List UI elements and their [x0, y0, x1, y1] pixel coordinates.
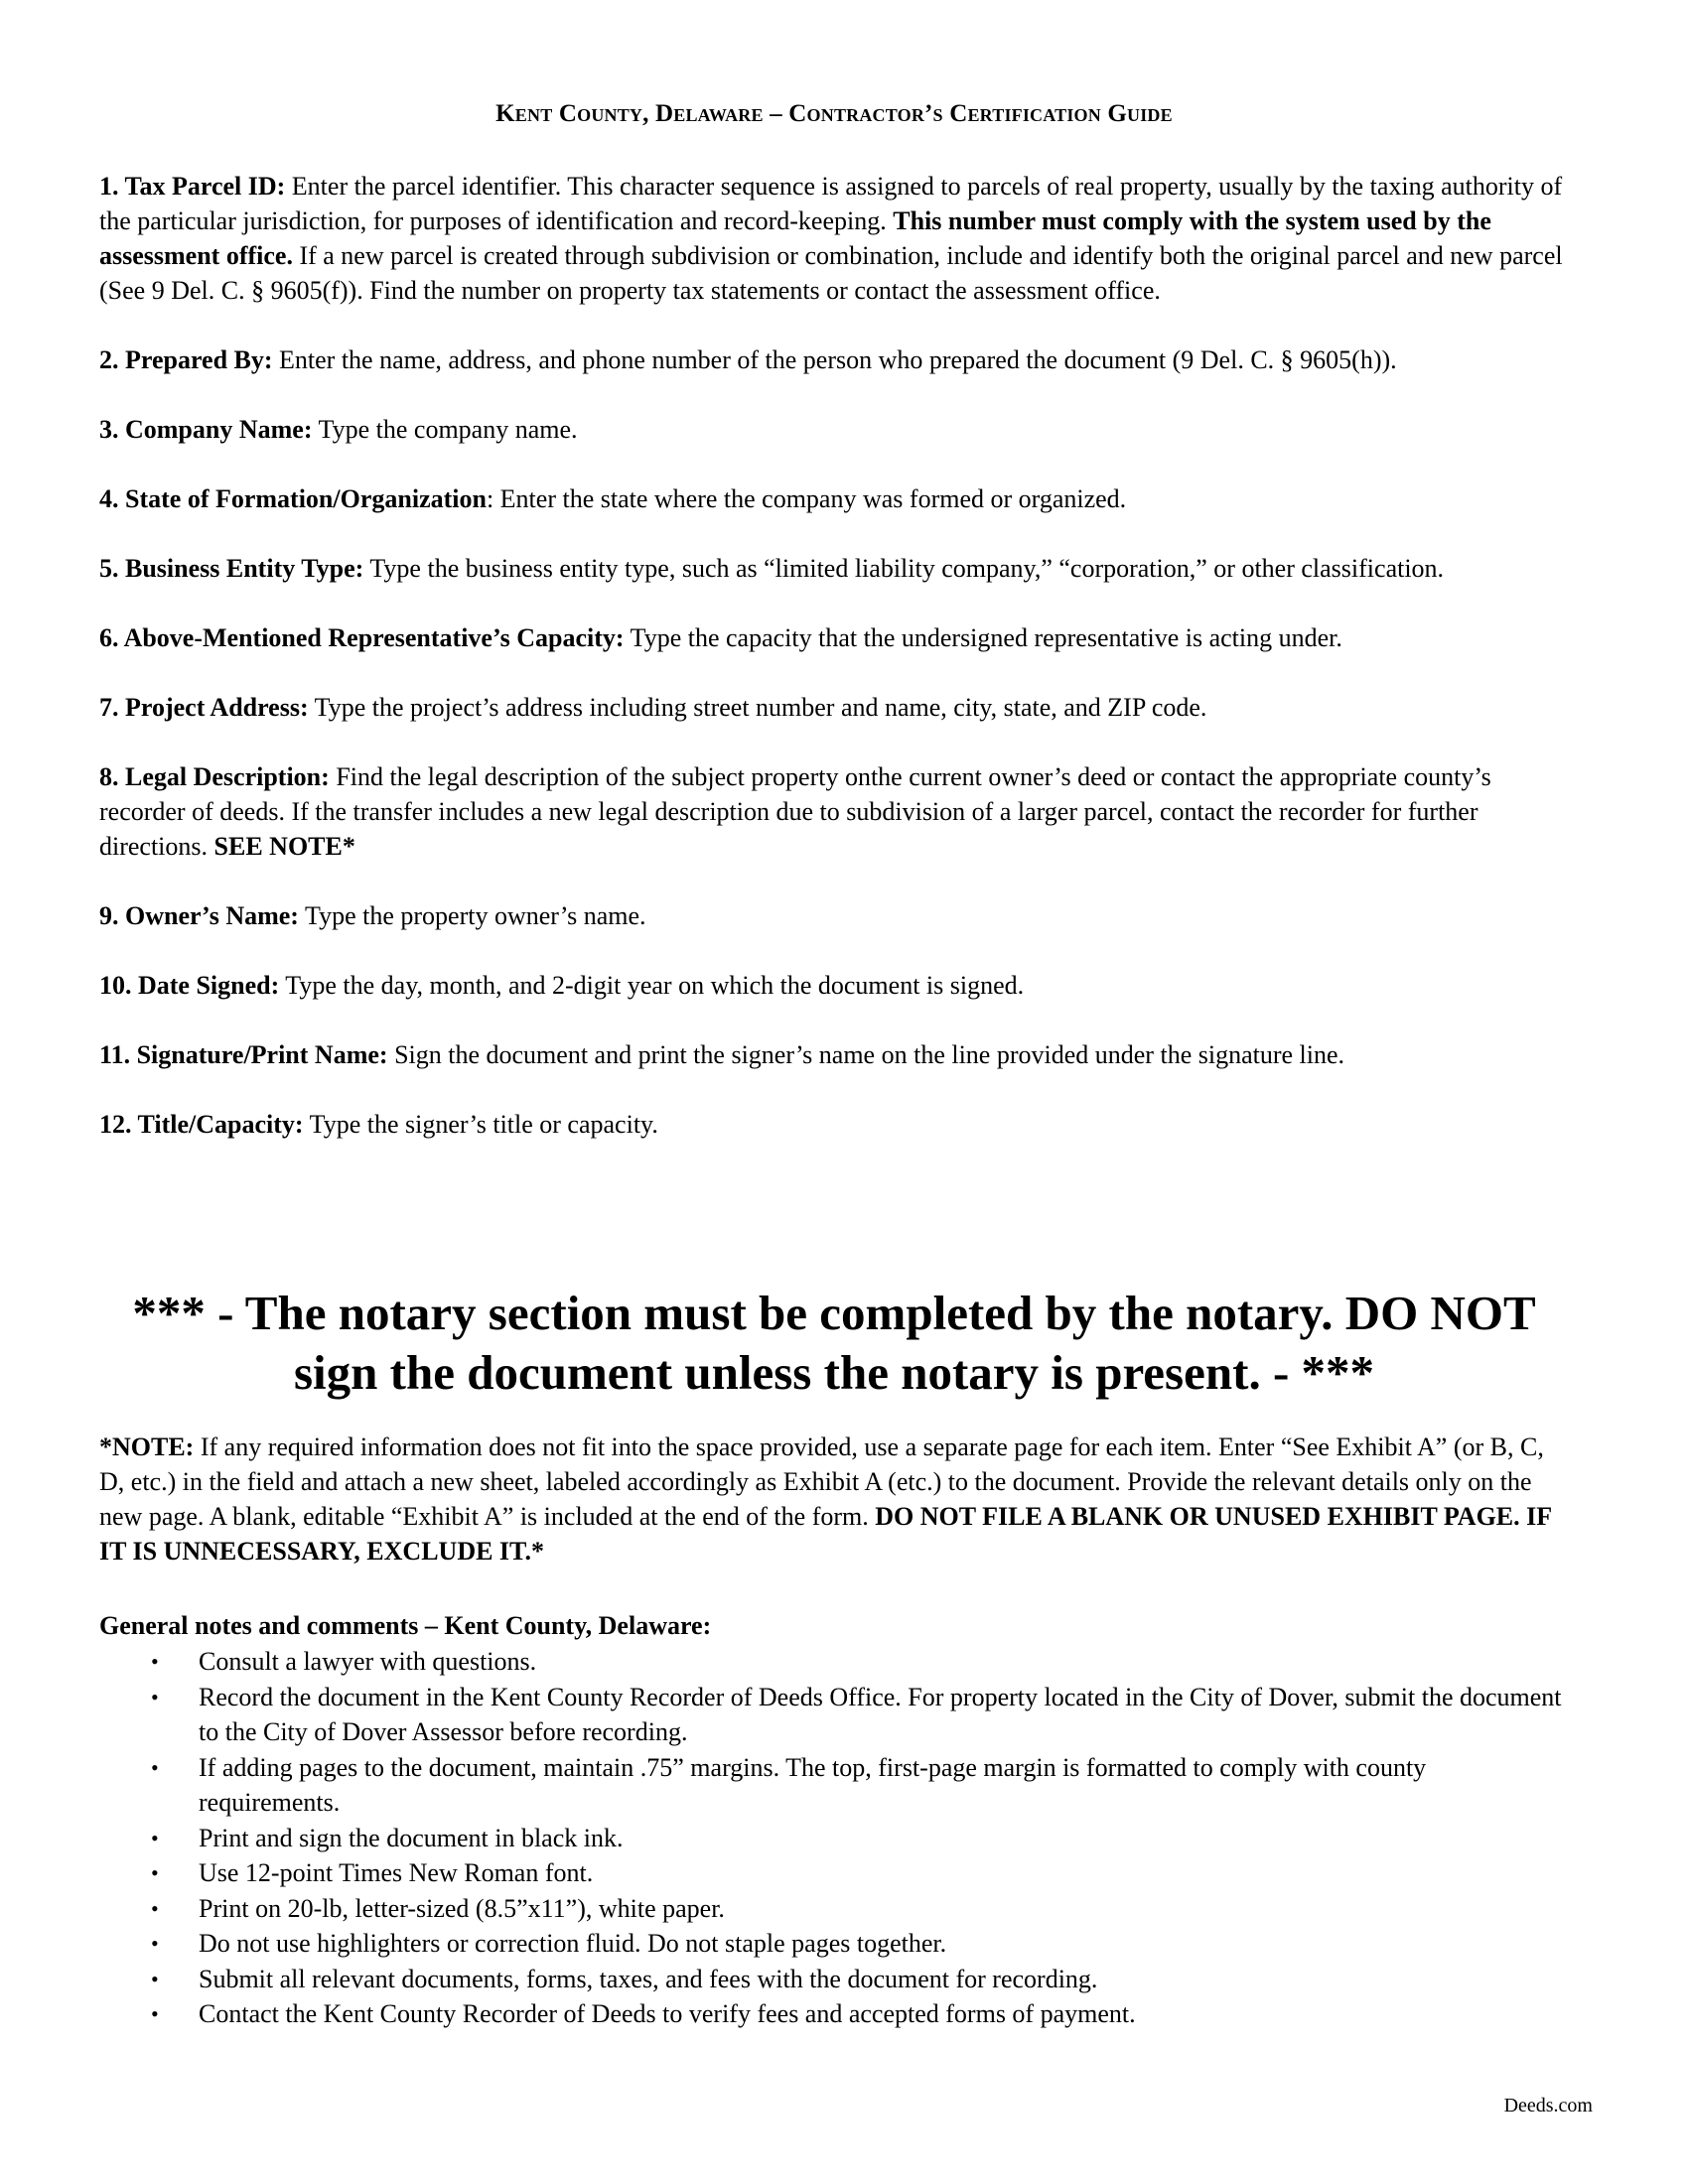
item-text: Type the day, month, and 2-digit year on which the document is signed. — [279, 971, 1025, 1000]
bullet-icon: • — [151, 1860, 159, 1885]
item-bold-text: SEE NOTE* — [213, 832, 355, 861]
item-label: 2. Prepared By: — [99, 345, 273, 374]
item-text: Type the property owner’s name. — [298, 901, 646, 930]
list-item-text: Consult a lawyer with questions. — [199, 1647, 537, 1676]
item-label: 1. Tax Parcel ID: — [99, 172, 286, 201]
general-notes-list — [99, 1644, 1569, 2032]
note-label: *NOTE: — [99, 1433, 195, 1461]
item-bold-text: This number must comply with the system used by the assessment office. — [99, 206, 1491, 270]
item-label: 10. Date Signed: — [99, 971, 280, 1000]
list-item — [99, 1821, 1569, 1856]
list-item — [99, 1996, 1569, 2032]
list-item — [99, 1962, 1569, 1997]
list-item-text: Do not use highlighters or correction fluid. Do not staple pages together. — [199, 1929, 947, 1958]
list-item-text: Record the document in the Kent County Recorder of Deeds Office. For property located in the City of Dover, submit the document to the City of Dover Assessor before recording. — [199, 1682, 1562, 1746]
notary-warning — [99, 1284, 1569, 1403]
item-label: 5. Business Entity Type: — [99, 554, 364, 583]
bullet-icon: • — [151, 1895, 159, 1921]
bullet-icon: • — [151, 1931, 159, 1956]
item-text: Type the business entity type, such as “limited liability company,” “corporation,” or other classification. — [363, 554, 1445, 583]
item-text: Sign the document and print the signer’s name on the line provided under the signature line. — [387, 1040, 1345, 1069]
item-label: 12. Title/Capacity: — [99, 1110, 304, 1139]
item-text: Type the capacity that the undersigned representative is acting under. — [624, 623, 1342, 652]
instruction-item-8 — [99, 759, 1569, 864]
list-item-text: Print and sign the document in black ink. — [199, 1823, 624, 1852]
instruction-item-12 — [99, 1107, 1569, 1142]
item-text: Find the legal description of the subject property onthe current owner’s deed or contact the appropriate county’s recorder of deeds. If the transfer includes a new legal description due to subdivision of a larger parcel, contact the recorder for further directions. — [99, 762, 1491, 861]
item-label: 6. Above-Mentioned Representative’s Capacity: — [99, 623, 625, 652]
note-bold-text: DO NOT FILE A BLANK OR UNUSED EXHIBIT PAGE. IF IT IS UNNECESSARY, EXCLUDE IT.* — [99, 1502, 1552, 1566]
list-item — [99, 1750, 1569, 1821]
item-text: Type the company name. — [312, 415, 578, 444]
list-item-text: Use 12-point Times New Roman font. — [199, 1858, 594, 1887]
instruction-item-5 — [99, 551, 1569, 586]
instruction-item-7 — [99, 690, 1569, 725]
instruction-item-4 — [99, 481, 1569, 516]
instruction-item-9 — [99, 898, 1569, 933]
instruction-list — [99, 169, 1569, 1176]
item-text: Type the project’s address including street number and name, city, state, and ZIP code. — [308, 693, 1207, 722]
bullet-icon: • — [151, 1966, 159, 1991]
instruction-item-1 — [99, 169, 1569, 308]
instruction-item-2 — [99, 342, 1569, 377]
item-text: Enter the parcel identifier. This character sequence is assigned to parcels of real property, usually by the taxing authority of the particular jurisdiction, for purposes of identification and record-keeping. — [99, 172, 1563, 235]
notary-warning-line-2: sign the document unless the notary is present. - *** — [293, 1345, 1375, 1400]
page-title: Kent County, Delaware – Contractor’s Certification Guide — [495, 100, 1173, 127]
list-item — [99, 1855, 1569, 1891]
list-item-text: If adding pages to the document, maintain .75” margins. The top, first-page margin is formatted to comply with county requirements. — [199, 1752, 1427, 1817]
list-item — [99, 1926, 1569, 1962]
list-item — [99, 1644, 1569, 1680]
bullet-icon: • — [151, 1684, 159, 1709]
item-label: 9. Owner’s Name: — [99, 901, 299, 930]
item-label: 4. State of Formation/Organization — [99, 484, 487, 513]
bullet-icon: • — [151, 1754, 159, 1780]
note-text: If any required information does not fit into the space provided, use a separate page for each item. Enter “See Exhibit A” (or B, C, D, etc.) in the field and attach a new sheet, labeled accordingly as Exhibit A (etc.) to the document. Provide the relevant details only on the new page. A blank, editable “Exhibit A” is included at the end of the form. — [99, 1433, 1544, 1531]
list-item-text: Submit all relevant documents, forms, taxes, and fees with the document for recording. — [199, 1964, 1098, 1993]
item-label: 11. Signature/Print Name: — [99, 1040, 388, 1069]
bullet-icon: • — [151, 1825, 159, 1850]
footer-site-name: Deeds.com — [1503, 2095, 1593, 2116]
item-text-tail: If a new parcel is created through subdivision or combination, include and identify both the original parcel and new parcel (See 9 Del. C. § 9605(f)). Find the number on property tax statements or contact the assessment office. — [99, 241, 1563, 305]
bullet-icon: • — [151, 1649, 159, 1674]
instruction-item-6 — [99, 620, 1569, 655]
list-item-text: Print on 20-lb, letter-sized (8.5”x11”), white paper. — [199, 1893, 725, 1923]
instruction-item-3 — [99, 412, 1569, 447]
list-item — [99, 1891, 1569, 1927]
item-label: 8. Legal Description: — [99, 762, 330, 791]
item-text: Enter the name, address, and phone number of the person who prepared the document (9 Del. C. § 9605(h)). — [272, 345, 1397, 374]
bullet-icon: • — [151, 2001, 159, 2026]
list-item-text: Contact the Kent County Recorder of Deeds to verify fees and accepted forms of payment. — [199, 1999, 1136, 2028]
item-label: 3. Company Name: — [99, 415, 313, 444]
exhibit-note — [99, 1430, 1569, 1569]
item-text: : Enter the state where the company was formed or organized. — [486, 484, 1127, 513]
notary-warning-line-1: *** - The notary section must be completed by the notary. DO NOT — [132, 1286, 1536, 1340]
instruction-item-10 — [99, 968, 1569, 1003]
item-label: 7. Project Address: — [99, 693, 309, 722]
list-item — [99, 1680, 1569, 1750]
item-text: Type the signer’s title or capacity. — [303, 1110, 658, 1139]
instruction-item-11 — [99, 1037, 1569, 1072]
general-notes-heading: General notes and comments – Kent County, Delaware: — [99, 1611, 712, 1640]
